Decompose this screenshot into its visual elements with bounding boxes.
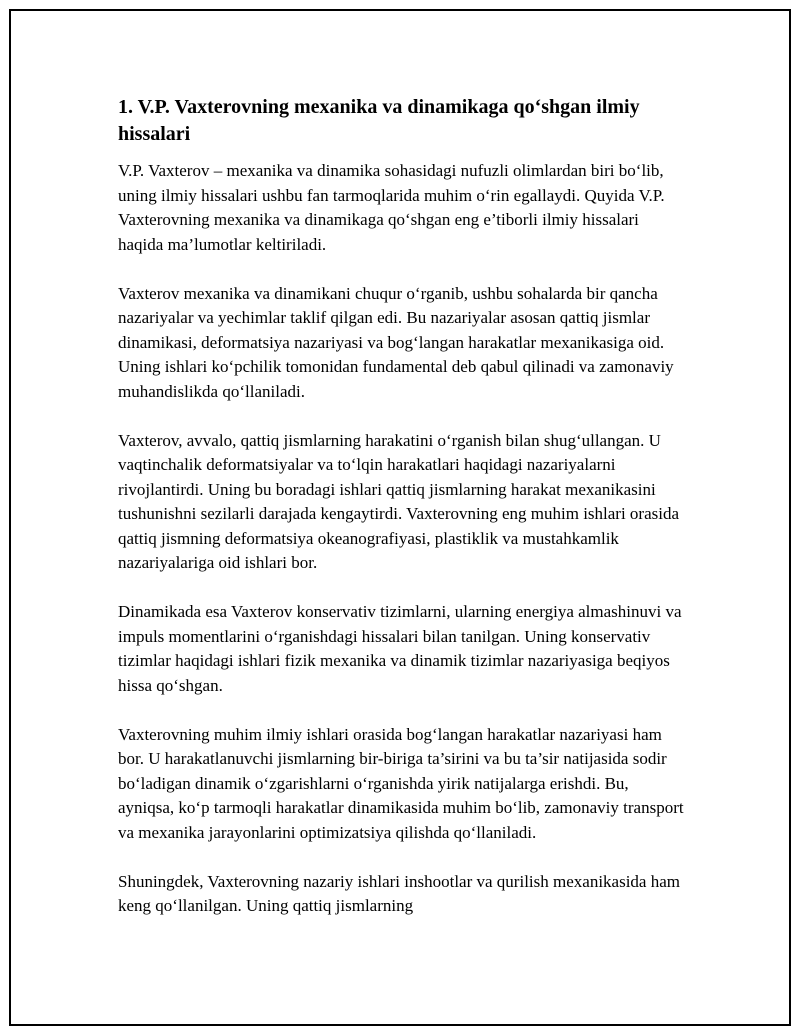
paragraph-dynamics: Dinamikada esa Vaxterov konservativ tizimlarni, ularning energiya almashinuvi va impuls momentlarini o‘rganishdagi hissalari bilan tanilgan. Uning konservativ tizimlar haqidagi ishlari fizik mexanika va dinamik tizimlar nazariyasiga beqiyos hissa qo‘shgan. (118, 602, 682, 695)
paragraph-intro: V.P. Vaxterov – mexanika va dinamika sohasidagi nufuzli olimlardan biri bo‘lib, uning ilmiy hissalari ushbu fan tarmoqlarida muhim o‘rin egallaydi. Quyida V.P. Vaxterovning mexanika va dinamikaga qo‘shgan eng e’tiborli ilmiy hissalari haqida ma’lumotlar keltiriladi. (118, 161, 665, 254)
section-heading: 1. V.P. Vaxterovning mexanika va dinamikaga qo‘shgan ilmiy hissalari (118, 96, 640, 145)
paragraph-construction: Shuningdek, Vaxterovning nazariy ishlari inshootlar va qurilish mexanikasida ham keng qo‘llanilgan. Uning qattiq jismlarning (118, 871, 680, 915)
document-body (118, 94, 688, 943)
paragraph-coupled-motion: Vaxterovning muhim ilmiy ishlari orasida bog‘langan harakatlar nazariyasi ham bor. U harakatlanuvchi jismlarning bir-biriga ta’sirini va bu ta’sir natijasida sodir bo‘ladigan dinamik o‘zgarishlarni o‘rganishda yirik natijalarga erishdi. Bu, ayniqsa, ko‘p tarmoqli harakatlar dinamikasida muhim bo‘lib, zamonaviy transport va mexanika jarayonlarini optimizatsiya qilishda qo‘llaniladi. (118, 724, 684, 842)
paragraph-theories: Vaxterov mexanika va dinamikani chuqur o‘rganib, ushbu sohalarda bir qancha nazariyalar va yechimlar taklif qilgan edi. Bu nazariyalar asosan qattiq jismlar dinamikasi, deformatsiya nazariyasi va bog‘langan harakatlar mexanikasiga oid. Uning ishlari ko‘pchilik tomonidan fundamental deb qabul qilinadi va zamonaviy muhandislikda qo‘llaniladi. (118, 283, 674, 401)
paragraph-solid-bodies: Vaxterov, avvalo, qattiq jismlarning harakatini o‘rganish bilan shug‘ullangan. U vaqtinchalik deformatsiyalar va to‘lqin harakatlari haqidagi nazariyalarni rivojlantirdi. Uning bu boradagi ishlari qattiq jismlarning harakat mexanikasini tushunishni sezilarli darajada kengaytirdi. Vaxterovning eng muhim ishlari orasida qattiq jismning deformatsiya okeanografiyasi, plastiklik va mustahkamlik nazariyalariga oid ishlari bor. (118, 430, 680, 572)
